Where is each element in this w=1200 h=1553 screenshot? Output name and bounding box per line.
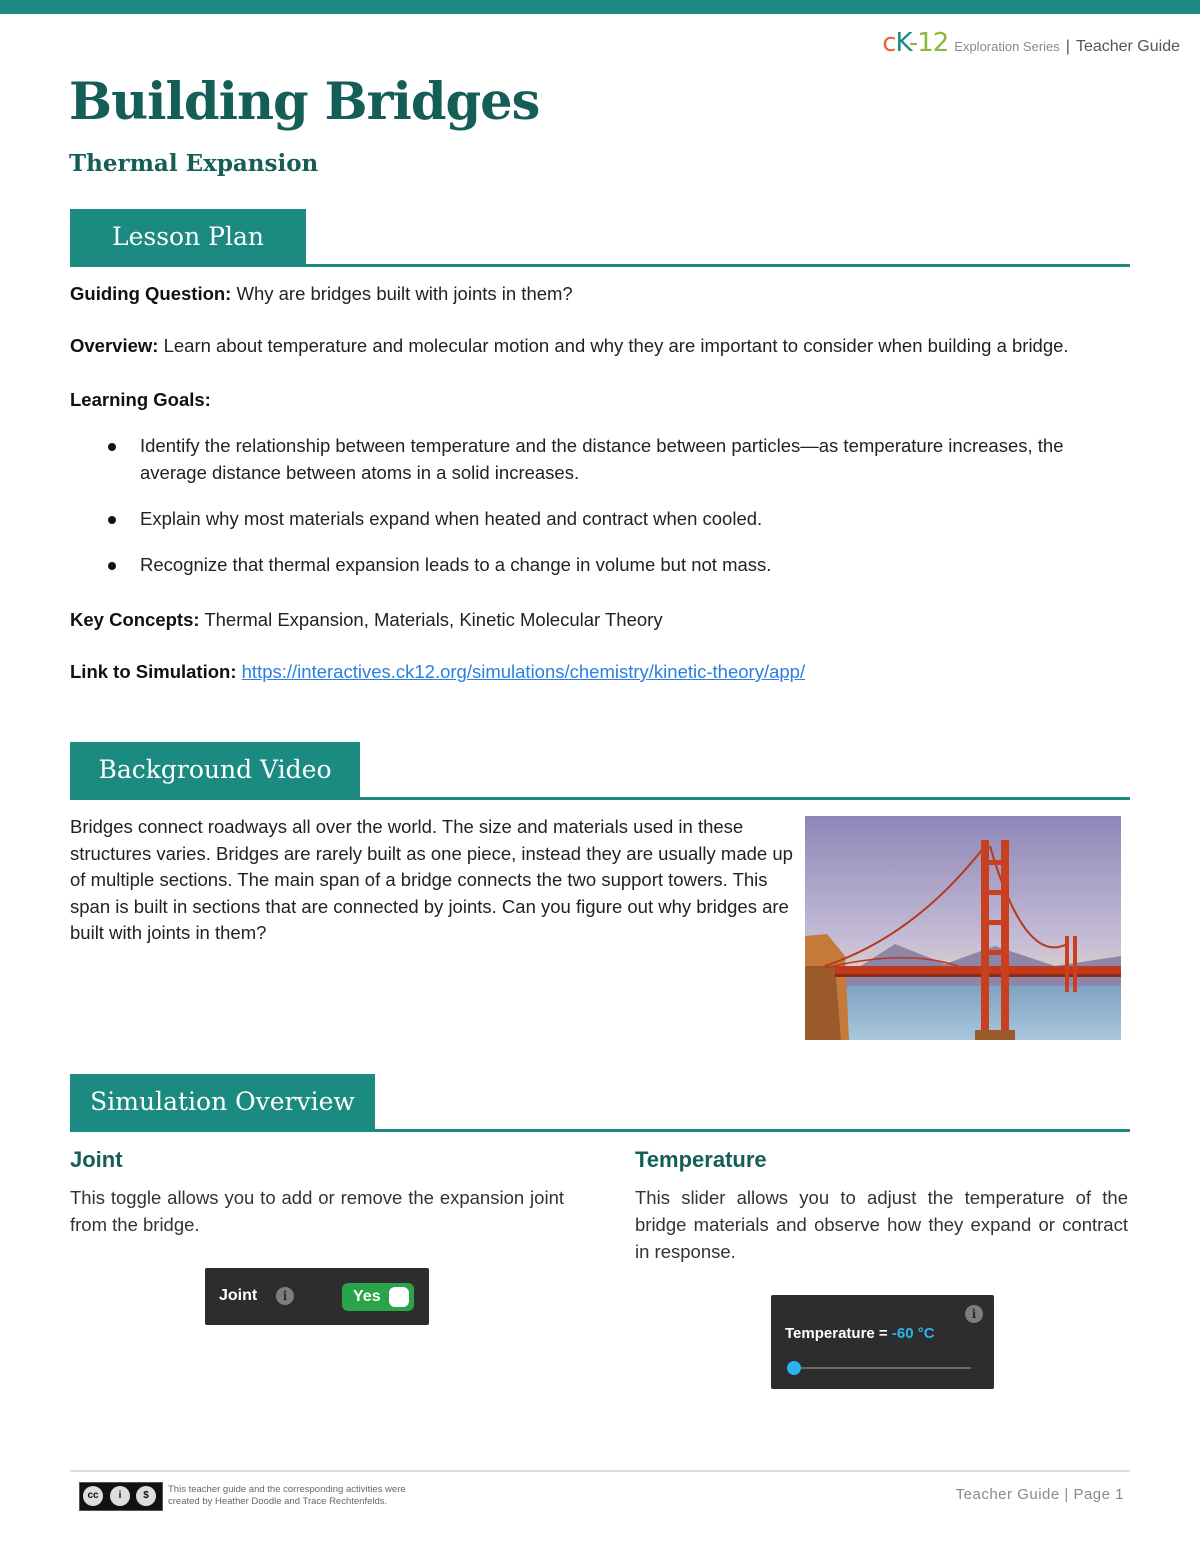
info-icon[interactable]: i: [965, 1305, 983, 1323]
background-video-tab: Background Video: [70, 742, 360, 797]
joint-widget-label: Joint: [219, 1287, 258, 1304]
ck12-logo: cK-12: [882, 28, 949, 58]
section-rule: [70, 797, 1130, 800]
bullet-icon: [108, 443, 116, 451]
list-item: Explain why most materials expand when heated and contract when cooled.: [70, 505, 1130, 532]
learning-goals-list: [70, 432, 1130, 597]
top-accent-bar: [0, 0, 1200, 14]
license-text: This teacher guide and the corresponding activities were created by Heather Doodle and Trace Rechtenfelds.: [168, 1484, 406, 1507]
temperature-slider-knob[interactable]: [787, 1361, 801, 1375]
key-concepts-label: Key Concepts:: [70, 609, 200, 630]
cc-icon: cc: [83, 1486, 103, 1506]
key-concepts-text: Thermal Expansion, Materials, Kinetic Molecular Theory: [204, 609, 663, 630]
joint-description: This toggle allows you to add or remove the expansion joint from the bridge.: [70, 1187, 564, 1235]
guiding-question-label: Guiding Question:: [70, 283, 232, 304]
guide-label: Teacher Guide: [1075, 38, 1180, 55]
background-video-header: [70, 742, 1130, 802]
info-icon[interactable]: i: [276, 1287, 294, 1305]
temperature-description: This slider allows you to adjust the temperature of the bridge materials and observe how they expand or contract in response.: [635, 1187, 1128, 1262]
list-item: Identify the relationship between temperature and the distance between particles—as temperature increases, the average distance between atoms in a solid increases.: [70, 432, 1130, 486]
separator: |: [1065, 38, 1070, 55]
ck12-brand: [882, 28, 1180, 58]
joint-title: Joint: [70, 1147, 123, 1172]
simulation-link[interactable]: https://interactives.ck12.org/simulations/chemistry/kinetic-theory/app/: [241, 661, 806, 682]
joint-toggle[interactable]: [342, 1283, 414, 1311]
lesson-plan-header: [70, 209, 1130, 269]
list-item: Recognize that thermal expansion leads to a change in volume but not mass.: [70, 551, 1130, 578]
simulation-link-row: [70, 658, 805, 685]
toggle-value: Yes: [353, 1288, 381, 1305]
background-video-text: Bridges connect roadways all over the world. The size and materials used in these structures varies. Bridges are rarely built as one piece, instead they are usually made up of multiple sections. The main span of a bridge connects the two support towers. This span is built in sections that are connected by joints. Can you figure out why bridges are built with joints in them?: [70, 816, 793, 943]
section-rule: [70, 1129, 1130, 1132]
footer-rule: [70, 1470, 1130, 1472]
guiding-question: [70, 280, 573, 307]
golden-gate-bridge-image: [805, 816, 1121, 1040]
lesson-plan-tab: Lesson Plan: [70, 209, 306, 264]
section-rule: [70, 264, 1130, 267]
page-number: Teacher Guide | Page 1: [955, 1486, 1124, 1503]
nc-icon: $: [136, 1486, 156, 1506]
temperature-value: -60 °C: [891, 1325, 935, 1342]
bullet-icon: [108, 516, 116, 524]
overview: [70, 332, 1069, 359]
temperature-widget: [771, 1295, 994, 1389]
learning-goals-label: Learning Goals:: [70, 389, 211, 410]
creative-commons-badge: [79, 1482, 163, 1511]
series-label: Exploration Series: [954, 39, 1060, 54]
simulation-overview-header: [70, 1074, 1130, 1134]
simulation-overview-tab: Simulation Overview: [70, 1074, 375, 1129]
guiding-question-text: Why are bridges built with joints in them?: [236, 283, 573, 304]
overview-text: Learn about temperature and molecular motion and why they are important to consider when building a bridge.: [163, 335, 1069, 356]
temperature-slider-track[interactable]: [793, 1367, 971, 1369]
page-title: Building Bridges: [69, 72, 540, 132]
temperature-readout: Temperature = -60 °C: [785, 1325, 935, 1342]
toggle-knob: [389, 1287, 409, 1307]
page-subtitle: Thermal Expansion: [69, 150, 319, 177]
key-concepts: [70, 606, 663, 633]
temperature-title: Temperature: [635, 1147, 767, 1172]
overview-label: Overview:: [70, 335, 159, 356]
by-icon: i: [110, 1486, 130, 1506]
simulation-link-label: Link to Simulation:: [70, 661, 237, 682]
bullet-icon: [108, 562, 116, 570]
